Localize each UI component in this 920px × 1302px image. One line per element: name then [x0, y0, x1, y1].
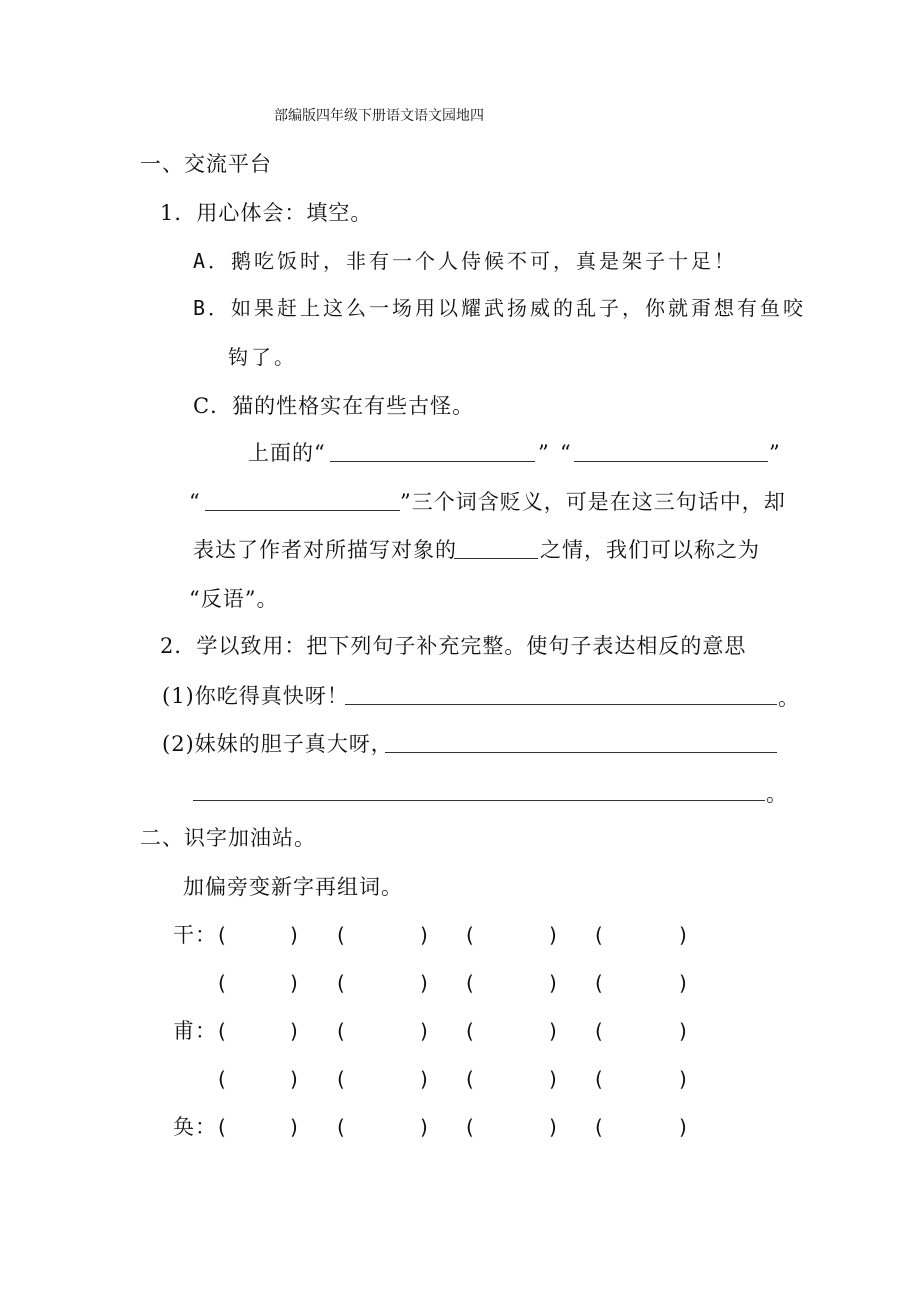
quote-close-2: ”: [769, 441, 781, 465]
quote-close-1: ”: [538, 441, 550, 465]
fill-line4: “反语”。: [189, 587, 279, 611]
paren-open-r4-c3: (: [595, 1115, 603, 1139]
answer-slot-r4-c3[interactable]: [605, 1117, 677, 1139]
answer-slot-r1-c2[interactable]: [476, 973, 547, 995]
radical-char-0: 干：: [173, 923, 217, 947]
paren-close-r0-c2: ): [549, 923, 557, 947]
paren-close-r4-c2: ): [549, 1115, 557, 1139]
paren-close-r2-c1: ): [420, 1019, 428, 1043]
sentence-c: C．猫的性格实在有些古怪。: [193, 394, 475, 418]
q2-item-1-period: 。: [778, 686, 800, 710]
paren-open-r4-c2: (: [466, 1115, 474, 1139]
answer-slot-r4-c2[interactable]: [476, 1117, 547, 1139]
paren-close-r1-c1: ): [420, 971, 428, 995]
section-2-instruction: 加偏旁变新字再组词。: [183, 875, 403, 899]
paren-open-r0-c3: (: [595, 923, 603, 947]
paren-open-r1-c2: (: [466, 971, 474, 995]
answer-slot-r3-c2[interactable]: [476, 1069, 547, 1091]
paren-close-r4-c0: ): [290, 1115, 298, 1139]
paren-open-r0-c0: (: [218, 923, 226, 947]
paren-open-r3-c3: (: [595, 1067, 603, 1091]
blank-emotion[interactable]: [454, 558, 538, 559]
paren-close-r1-c2: ): [549, 971, 557, 995]
paren-open-r2-c0: (: [218, 1019, 226, 1043]
page-title: 部编版四年级下册语文语文园地四: [274, 108, 484, 124]
fill-line3-pre: 表达了作者对所描写对象的: [193, 538, 457, 562]
blank-word-3[interactable]: [205, 510, 400, 511]
question-1-label: 1．用心体会：填空。: [160, 201, 373, 225]
q2-item-2-answer-line-1[interactable]: [385, 752, 777, 753]
answer-slot-r0-c3[interactable]: [605, 925, 677, 947]
paren-close-r0-c3: ): [679, 923, 687, 947]
paren-open-r3-c0: (: [218, 1067, 226, 1091]
answer-slot-r1-c1[interactable]: [347, 973, 418, 995]
quote-open-2: “: [560, 441, 572, 465]
paren-close-r2-c2: ): [549, 1019, 557, 1043]
paren-open-r4-c1: (: [337, 1115, 345, 1139]
answer-slot-r2-c2[interactable]: [476, 1021, 547, 1043]
answer-slot-r2-c0[interactable]: [228, 1021, 288, 1043]
paren-open-r1-c3: (: [595, 971, 603, 995]
fill-line1-prefix: 上面的“: [248, 441, 326, 465]
paren-close-r3-c0: ): [290, 1067, 298, 1091]
q2-item-1: (1)你吃得真快呀！: [162, 684, 349, 708]
answer-slot-r4-c0[interactable]: [228, 1117, 288, 1139]
quote-open-3: “: [189, 490, 201, 514]
answer-slot-r2-c1[interactable]: [347, 1021, 418, 1043]
paren-close-r3-c2: ): [549, 1067, 557, 1091]
paren-open-r4-c0: (: [218, 1115, 226, 1139]
sentence-b-line2: 钩了。: [228, 345, 297, 369]
paren-close-r0-c1: ): [420, 923, 428, 947]
q2-item-2-period: 。: [766, 782, 788, 806]
paren-close-r1-c3: ): [679, 971, 687, 995]
answer-slot-r1-c3[interactable]: [605, 973, 677, 995]
paren-open-r2-c2: (: [466, 1019, 474, 1043]
paren-open-r0-c1: (: [337, 923, 345, 947]
radical-char-4: 奂：: [173, 1115, 217, 1139]
answer-slot-r3-c0[interactable]: [228, 1069, 288, 1091]
answer-slot-r3-c3[interactable]: [605, 1069, 677, 1091]
paren-close-r0-c0: ): [290, 923, 298, 947]
q2-item-2-answer-line-2[interactable]: [193, 800, 765, 801]
question-2-label: 2．学以致用：把下列句子补充完整。使句子表达相反的意思: [160, 634, 747, 658]
paren-open-r2-c1: (: [337, 1019, 345, 1043]
paren-open-r1-c1: (: [337, 971, 345, 995]
sentence-b-line1: B．如果赶上这么一场用以耀武扬威的乱子，你就甭想有鱼咬: [193, 296, 807, 320]
answer-slot-r0-c0[interactable]: [228, 925, 288, 947]
answer-slot-r0-c1[interactable]: [347, 925, 418, 947]
answer-slot-r3-c1[interactable]: [347, 1069, 418, 1091]
section-1-heading: 一、交流平台: [140, 152, 272, 176]
paren-close-r3-c3: ): [679, 1067, 687, 1091]
answer-slot-r4-c1[interactable]: [347, 1117, 418, 1139]
paren-open-r2-c3: (: [595, 1019, 603, 1043]
paren-open-r3-c2: (: [466, 1067, 474, 1091]
fill-line3-post: 之情，我们可以称之为: [540, 538, 760, 562]
paren-open-r3-c1: (: [337, 1067, 345, 1091]
q2-item-2: (2)妹妹的胆子真大呀，: [162, 732, 393, 756]
q2-item-1-answer-line[interactable]: [345, 704, 777, 705]
paren-close-r2-c0: ): [290, 1019, 298, 1043]
paren-close-r2-c3: ): [679, 1019, 687, 1043]
answer-slot-r0-c2[interactable]: [476, 925, 547, 947]
section-2-heading: 二、识字加油站。: [140, 826, 316, 850]
answer-slot-r1-c0[interactable]: [228, 973, 288, 995]
paren-close-r4-c3: ): [679, 1115, 687, 1139]
blank-word-2[interactable]: [574, 461, 768, 462]
paren-close-r3-c1: ): [420, 1067, 428, 1091]
paren-close-r4-c1: ): [420, 1115, 428, 1139]
radical-char-2: 甫：: [173, 1019, 217, 1043]
paren-open-r0-c2: (: [466, 923, 474, 947]
fill-line2-tail: ”三个词含贬义，可是在这三句话中，却: [400, 490, 786, 514]
answer-slot-r2-c3[interactable]: [605, 1021, 677, 1043]
paren-open-r1-c0: (: [218, 971, 226, 995]
sentence-a: A．鹅吃饭时，非有一个人侍候不可，真是架子十足！: [193, 249, 738, 273]
paren-close-r1-c0: ): [290, 971, 298, 995]
blank-word-1[interactable]: [330, 461, 535, 462]
